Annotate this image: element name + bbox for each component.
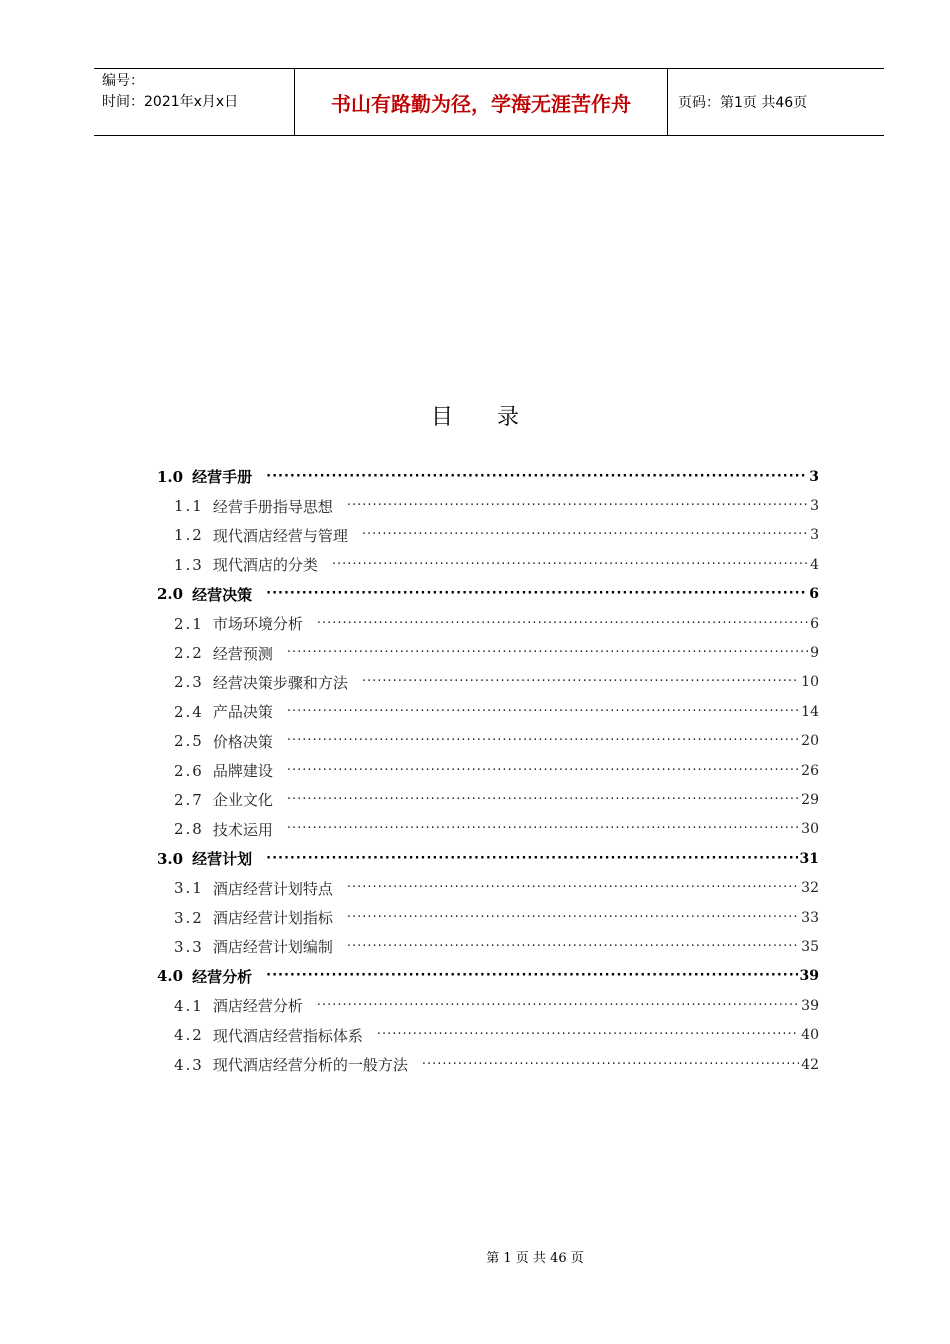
toc-entry-number: 4.3: [174, 1055, 204, 1074]
toc-leader-dots: [287, 703, 799, 721]
toc-entry-page: 3: [809, 468, 819, 485]
toc-entry-label: 品牌建设: [212, 762, 273, 781]
toc-leader-dots: [287, 762, 799, 780]
toc-entry[interactable]: [157, 609, 819, 638]
toc-entry[interactable]: [157, 844, 819, 873]
toc-entry[interactable]: [157, 462, 819, 491]
toc-entry-page: 3: [810, 527, 819, 544]
toc-entry[interactable]: [157, 638, 819, 667]
toc-leader-dots: [266, 468, 807, 486]
toc-leader-dots: [422, 1056, 799, 1074]
toc-entry-label: 现代酒店经营分析的一般方法: [212, 1056, 408, 1074]
toc-leader-dots: [287, 791, 799, 809]
toc-entry-label: 技术运用: [212, 820, 273, 839]
toc-entry-page: 9: [810, 645, 819, 662]
toc-leader-dots: [317, 615, 808, 633]
toc-entry-label: 经营预测: [212, 644, 273, 663]
toc-entry[interactable]: [157, 697, 819, 726]
toc-entry-label: 经营手册指导思想: [212, 497, 333, 516]
toc-entry-page: 39: [801, 997, 819, 1014]
toc-entry-number: 2.8: [174, 820, 204, 839]
toc-leader-dots: [362, 526, 808, 544]
toc-entry-page: 10: [801, 674, 819, 691]
toc-entry-page: 40: [801, 1027, 819, 1044]
toc-entry-page: 26: [801, 762, 819, 779]
toc-entry-number: 3.3: [174, 937, 204, 956]
header-motto: 书山有路勤为径，学海无涯苦作舟: [331, 91, 631, 116]
page-footer: 第 1 页 共 46 页: [486, 1251, 584, 1266]
toc-entry-page: 31: [799, 850, 819, 867]
toc-leader-dots: [347, 909, 799, 927]
toc-entry-page: 6: [810, 615, 819, 632]
toc-entry-number: 1.0: [157, 467, 184, 486]
toc-entry-label: 现代酒店经营与管理: [212, 526, 348, 545]
toc-leader-dots: [347, 938, 799, 956]
toc-entry-number: 2.2: [174, 644, 204, 663]
toc-leader-dots: [332, 556, 808, 574]
toc-entry[interactable]: [157, 491, 819, 520]
toc-entry[interactable]: [157, 991, 819, 1020]
time-label: 时间：2021年x月x日: [102, 94, 239, 110]
toc-entry-page: 4: [810, 556, 819, 573]
toc-entry-label: 经营决策步骤和方法: [212, 673, 348, 692]
toc-entry-number: 2.3: [174, 673, 204, 692]
toc-entry-label: 经营决策: [192, 585, 253, 604]
toc-entry-number: 1.1: [174, 497, 204, 516]
toc-entry-label: 产品决策: [212, 703, 273, 722]
toc-entry-page: 3: [810, 498, 819, 515]
toc-entry-page: 39: [799, 968, 819, 985]
toc-entry[interactable]: [157, 962, 819, 991]
toc-leader-dots: [266, 585, 807, 603]
toc-entry-page: 35: [801, 938, 819, 955]
toc-entry-page: 29: [801, 791, 819, 808]
toc-entry-page: 30: [801, 821, 819, 838]
toc-leader-dots: [287, 732, 799, 750]
toc-entry[interactable]: [157, 521, 819, 550]
toc-entry-page: 42: [801, 1056, 819, 1073]
toc-entry-number: 2.6: [174, 761, 204, 780]
toc-entry-label: 酒店经营计划编制: [212, 938, 333, 957]
toc-entry-number: 4.1: [174, 996, 204, 1015]
toc-entry-label: 经营手册: [192, 468, 253, 487]
toc-entry-label: 酒店经营计划特点: [212, 879, 333, 898]
toc-leader-dots: [362, 673, 799, 691]
toc-entry-label: 价格决策: [212, 732, 273, 751]
toc-entry[interactable]: [157, 785, 819, 814]
toc-entry[interactable]: [157, 727, 819, 756]
toc-leader-dots: [377, 1026, 799, 1044]
toc-leader-dots: [287, 644, 808, 662]
toc-entry[interactable]: [157, 903, 819, 932]
toc-entry-label: 企业文化: [212, 791, 273, 810]
serial-number-label: 编号：: [102, 73, 144, 89]
table-of-contents: [157, 462, 819, 1079]
toc-entry[interactable]: [157, 815, 819, 844]
toc-entry-number: 3.0: [157, 849, 184, 868]
toc-leader-dots: [347, 879, 799, 897]
toc-leader-dots: [266, 967, 797, 985]
toc-entry-label: 酒店经营计划指标: [212, 909, 333, 928]
toc-entry-page: 14: [801, 703, 819, 720]
toc-entry-number: 1.2: [174, 526, 204, 545]
header-meta: [102, 71, 296, 113]
toc-entry[interactable]: [157, 580, 819, 609]
toc-leader-dots: [347, 497, 808, 515]
toc-entry-number: 4.0: [157, 967, 184, 986]
toc-entry-label: 经营计划: [192, 850, 253, 869]
toc-entry-number: 3.1: [174, 879, 204, 898]
toc-entry[interactable]: [157, 550, 819, 579]
document-header: [94, 68, 884, 136]
toc-entry-number: 2.7: [174, 790, 204, 809]
toc-entry-number: 1.3: [174, 555, 204, 574]
toc-entry-label: 现代酒店经营指标体系: [212, 1026, 363, 1045]
toc-entry-page: 6: [809, 586, 819, 603]
toc-entry-page: 20: [801, 733, 819, 750]
toc-leader-dots: [287, 820, 799, 838]
toc-entry-page: 33: [801, 909, 819, 926]
header-page-info: 页码：第1页 共46页: [678, 95, 808, 111]
toc-entry[interactable]: [157, 1020, 819, 1049]
toc-leader-dots: [266, 850, 797, 868]
toc-entry-number: 2.4: [174, 702, 204, 721]
toc-entry-label: 酒店经营分析: [212, 997, 303, 1016]
toc-title: 目录: [430, 405, 563, 430]
toc-entry[interactable]: [157, 756, 819, 785]
toc-entry-label: 市场环境分析: [212, 615, 303, 634]
toc-entry[interactable]: [157, 873, 819, 902]
toc-leader-dots: [317, 997, 799, 1015]
toc-entry-number: 2.5: [174, 732, 204, 751]
toc-entry-number: 2.0: [157, 585, 184, 604]
toc-entry-page: 32: [801, 880, 819, 897]
toc-entry-label: 现代酒店的分类: [212, 556, 318, 575]
toc-entry-number: 2.1: [174, 614, 204, 633]
toc-entry[interactable]: [157, 1050, 819, 1079]
toc-entry[interactable]: [157, 668, 819, 697]
toc-entry-number: 3.2: [174, 908, 204, 927]
toc-entry-label: 经营分析: [192, 967, 253, 986]
toc-entry-number: 4.2: [174, 1026, 204, 1045]
header-divider: [667, 69, 668, 135]
toc-entry[interactable]: [157, 932, 819, 961]
